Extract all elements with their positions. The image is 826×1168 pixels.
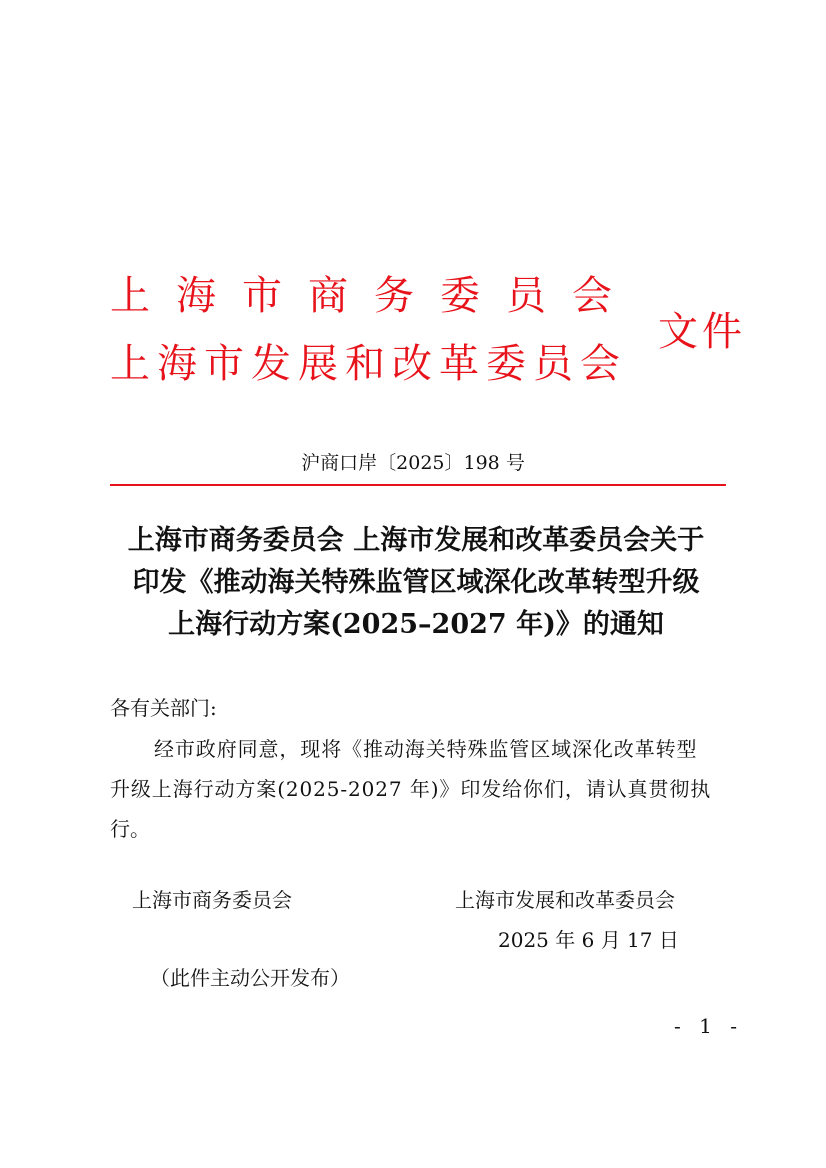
red-divider bbox=[110, 484, 726, 486]
paragraph-line-2: 升级上海行动方案(2025-2027 年)》印发给你们，请认真贯彻执 bbox=[110, 777, 712, 801]
signature-commerce-commission: 上海市商务委员会 bbox=[132, 888, 292, 912]
issue-date: 2025 年 6 月 17 日 bbox=[498, 928, 679, 952]
issuer-commerce-commission: 上海市商务委员会 bbox=[110, 273, 638, 319]
salutation: 各有关部门: bbox=[110, 696, 217, 720]
document-title bbox=[104, 520, 728, 646]
title-line-1: 上海市商务委员会 上海市发展和改革委员会关于 bbox=[127, 525, 705, 556]
signature-development-reform-commission: 上海市发展和改革委员会 bbox=[455, 888, 675, 912]
paragraph-line-3: 行。 bbox=[110, 817, 150, 841]
publication-note: （此件主动公开发布） bbox=[150, 966, 350, 990]
title-line-3: 上海行动方案(2025–2027 年)》的通知 bbox=[168, 609, 664, 640]
issuer-development-reform-commission: 上海市发展和改革委员会 bbox=[110, 341, 627, 387]
paragraph-line-1: 经市政府同意，现将《推动海关特殊监管区域深化改革转型 bbox=[154, 737, 698, 761]
page-number: - 1 - bbox=[674, 1014, 743, 1038]
body-paragraph bbox=[110, 729, 728, 849]
title-line-2: 印发《推动海关特殊监管区域深化改革转型升级 bbox=[132, 567, 700, 598]
document-number: 沪商口岸〔2025〕198 号 bbox=[301, 452, 525, 474]
doc-type-label: 文件 bbox=[658, 309, 746, 355]
